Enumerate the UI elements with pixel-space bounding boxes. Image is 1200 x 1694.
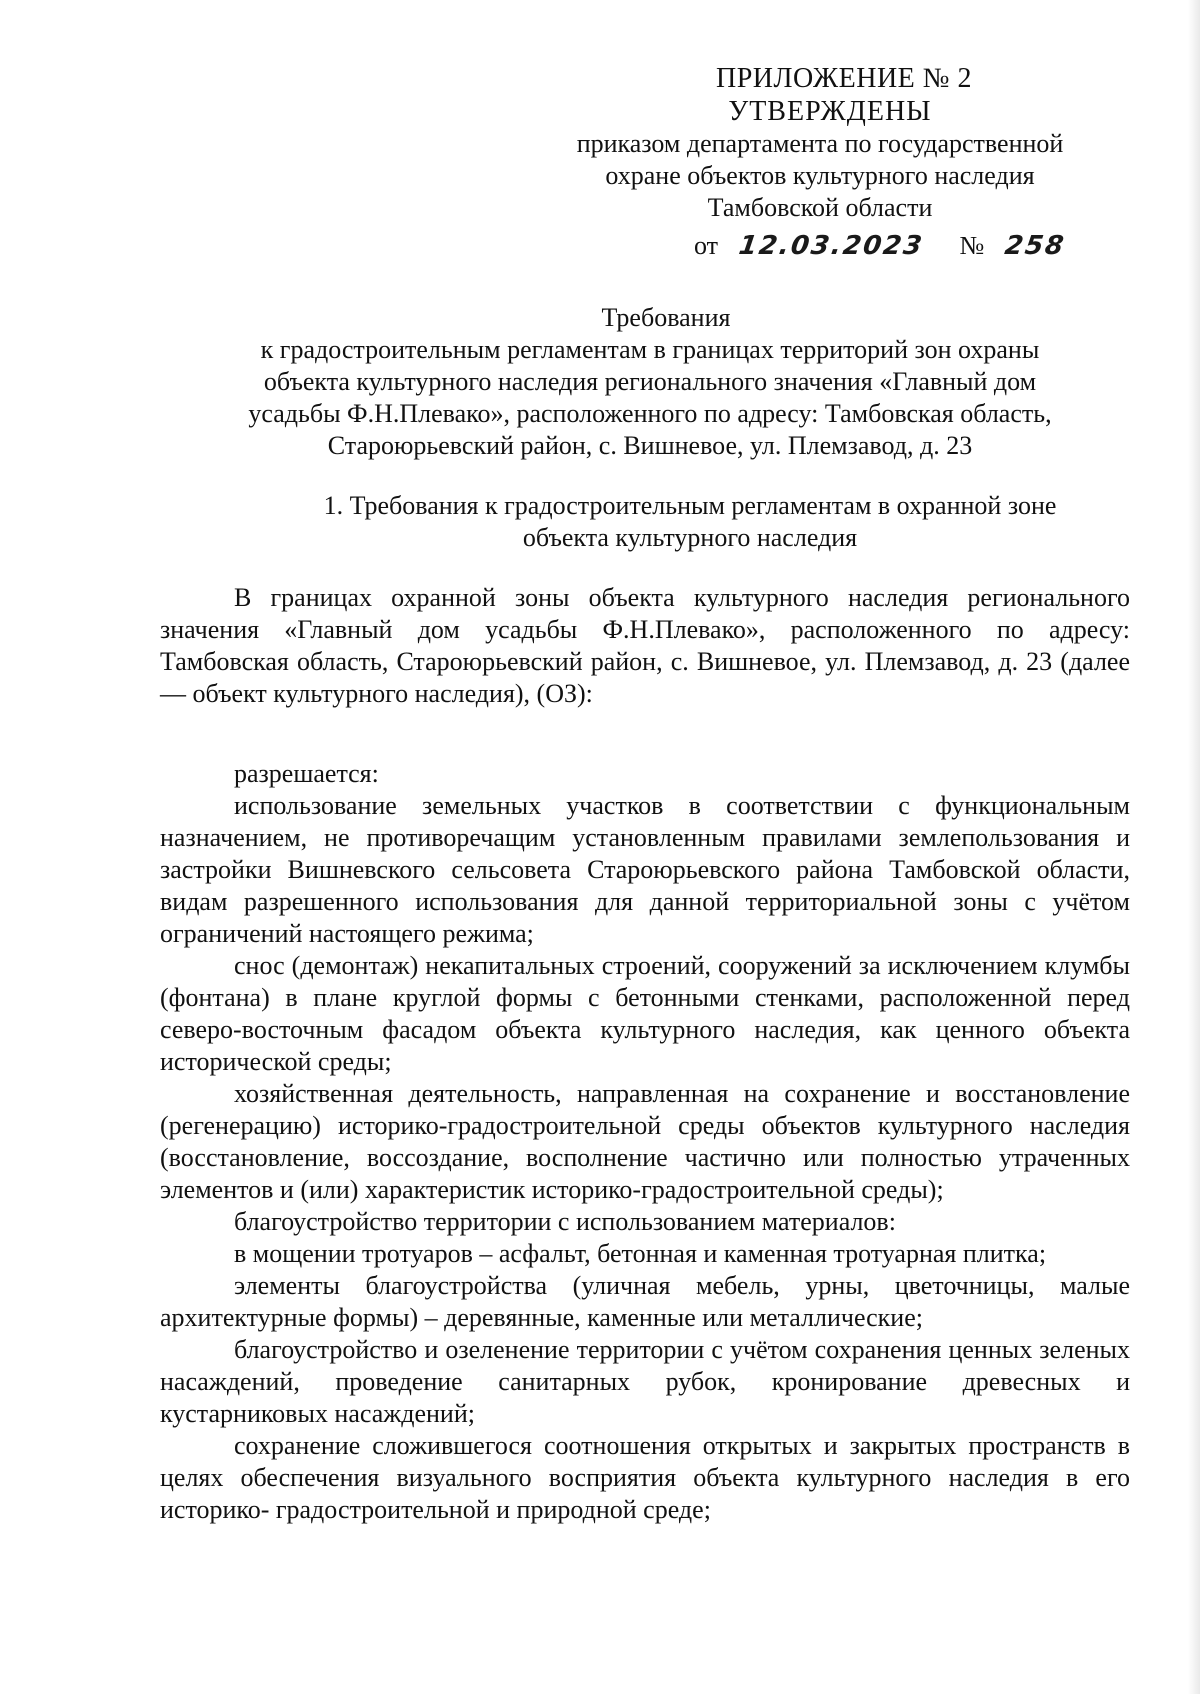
title-main: Требования: [601, 303, 731, 332]
appendix-header: [540, 62, 1120, 128]
list-item: снос (демонтаж) некапитальных строений, сооружений за исключением клумбы (фонтана) в плане круглой формы с бетонными стенками, расположенной перед северо-восточным фасадом объекта культурного наследия, как ценного объекта исторической среды;: [160, 951, 1130, 1076]
appendix-number: ПРИЛОЖЕНИЕ № 2: [716, 63, 972, 94]
order-date-number: [694, 226, 1068, 266]
list-item: использование земельных участков в соответствии с функциональным назначением, не противоречащим установленным правилами землепользования и застройки Вишневского сельсовета Староюрьевского района Тамбовской области, видам разрешенного использования для данной территориальной зоны с учётом ограничений настоящего режима;: [160, 791, 1130, 948]
list-item: благоустройство территории с использованием материалов:: [234, 1207, 896, 1236]
document-title: [150, 302, 1150, 462]
scan-edge: [1188, 0, 1200, 1694]
handwritten-number: 258: [1002, 231, 1068, 261]
title-line: объекта культурного наследия регионального значения «Главный дом: [263, 367, 1037, 396]
list-item: элементы благоустройства (уличная мебель, урны, цветочницы, малые архитектурные формы) – деревянные, каменные или металлические;: [160, 1271, 1130, 1332]
order-reference: [520, 128, 1120, 224]
section-heading: [250, 490, 1130, 554]
list-item: благоустройство и озеленение территории с учётом сохранения ценных зеленых насаждений, проведение санитарных рубок, кронирование древесных и кустарниковых насаждений;: [160, 1335, 1130, 1428]
approved-label: УТВЕРЖДЕНЫ: [728, 96, 932, 127]
date-prefix: от: [694, 231, 719, 260]
list-item: сохранение сложившегося соотношения открытых и закрытых пространств в целях обеспечения визуального восприятия объекта культурного наследия в его историко- градостроительной и природной среде;: [160, 1431, 1130, 1524]
handwritten-date: 12.03.2023: [736, 231, 926, 261]
order-line: охране объектов культурного наследия: [605, 161, 1035, 190]
section-heading-line: объекта культурного наследия: [522, 523, 858, 552]
list-item: в мощении тротуаров – асфальт, бетонная и каменная тротуарная плитка;: [234, 1239, 1047, 1268]
list-item: хозяйственная деятельность, направленная на сохранение и восстановление (регенерацию) историко-градостроительной среды объектов культурного наследия (восстановление, воссоздание, восполнение частично или полностью утраченных элементов и (или) характеристик историко-градостроительной среды);: [160, 1079, 1130, 1204]
document-body: [160, 582, 1130, 1526]
order-line: приказом департамента по государственной: [576, 129, 1064, 158]
number-prefix: №: [959, 231, 985, 260]
title-line: Староюрьевский район, с. Вишневое, ул. Племзавод, д. 23: [327, 431, 973, 460]
title-line: усадьбы Ф.Н.Плевако», расположенного по адресу: Тамбовская область,: [248, 399, 1052, 428]
section-heading-line: 1. Требования к градостроительным регламентам в охранной зоне: [323, 491, 1057, 520]
title-line: к градостроительным регламентам в границах территорий зон охраны: [260, 335, 1040, 364]
intro-paragraph: В границах охранной зоны объекта культурного наследия регионального значения «Главный дом усадьбы Ф.Н.Плевако», расположенного по адресу: Тамбовская область, Староюрьевский район, с. Вишневое, ул. Племзавод, д. 23 (далее — объект культурного наследия), (ОЗ):: [160, 583, 1130, 708]
allowed-label: разрешается:: [234, 759, 379, 788]
order-line: Тамбовской области: [707, 193, 933, 222]
